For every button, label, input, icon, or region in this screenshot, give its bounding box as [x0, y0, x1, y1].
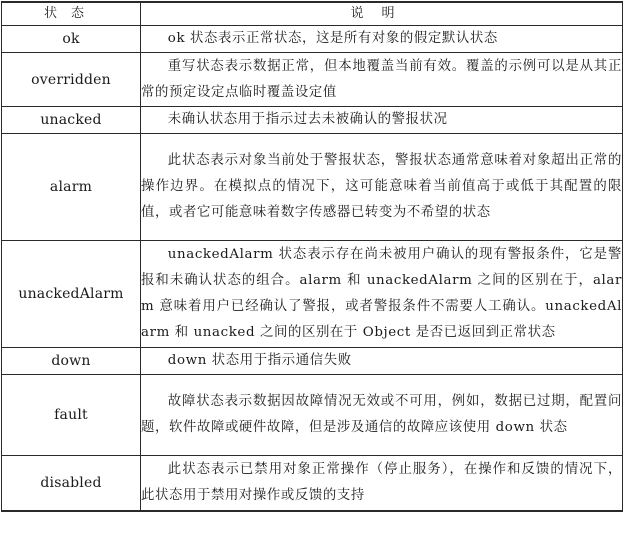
state-cell: overridden	[2, 53, 141, 107]
table-row	[2, 375, 623, 456]
table-row	[2, 134, 623, 241]
state-cell: unacked	[2, 107, 141, 134]
description-text: 此状态表示已禁用对象正常操作（停止服务），在操作和反馈的情况下，此状态用于禁用对操作或反馈的支持	[141, 462, 622, 503]
table-row	[2, 241, 623, 348]
description-text: unackedAlarm 状态表示存在尚未被用户确认的现有警报条件，它是警报和未确认状态的组合。alarm 和 unackedAlarm 之间的区别在于，alarm 意味着用户已经确认了警报，或者警报条件不需要人工确认。unackedAlarm 和 unacked 之间的区别在于 Object 是否已返回到正常状态	[141, 247, 622, 340]
state-cell: alarm	[2, 134, 141, 241]
description-cell	[141, 375, 623, 456]
description-cell	[141, 456, 623, 512]
description-text: down 状态用于指示通信失败	[167, 353, 352, 368]
table-row	[2, 53, 623, 107]
description-cell	[141, 348, 623, 375]
table-row	[2, 348, 623, 375]
status-table	[1, 1, 623, 512]
description-text: ok 状态表示正常状态，这是所有对象的假定默认状态	[167, 31, 498, 46]
description-cell	[141, 241, 623, 348]
table-row	[2, 456, 623, 512]
description-cell	[141, 53, 623, 107]
header-state: 状态	[2, 2, 141, 26]
description-text: 重写状态表示数据正常，但本地覆盖当前有效。覆盖的示例可以是从其正常的预定设定点临时覆盖设定值	[141, 58, 622, 100]
state-cell: unackedAlarm	[2, 241, 141, 348]
description-cell	[141, 26, 623, 53]
table-row	[2, 26, 623, 53]
description-cell	[141, 134, 623, 241]
description-cell	[141, 107, 623, 134]
table-row	[2, 107, 623, 134]
state-cell: fault	[2, 375, 141, 456]
description-text: 故障状态表示数据因故障情况无效或不可用，例如，数据已过期，配置问题，软件故障或硬件故障，但是涉及通信的故障应该使用 down 状态	[141, 394, 622, 435]
header-description: 说明	[141, 2, 623, 26]
description-text: 此状态表示对象当前处于警报状态，警报状态通常意味着对象超出正常的操作边界。在模拟点的情况下，这可能意味着当前值高于或低于其配置的限值，或者它可能意味着数字传感器已转变为不希望的状态	[141, 153, 622, 220]
table-header-row	[2, 2, 623, 26]
state-cell: ok	[2, 26, 141, 53]
state-cell: disabled	[2, 456, 141, 512]
state-cell: down	[2, 348, 141, 375]
description-text: 未确认状态用于指示过去未被确认的警报状况	[167, 112, 448, 127]
